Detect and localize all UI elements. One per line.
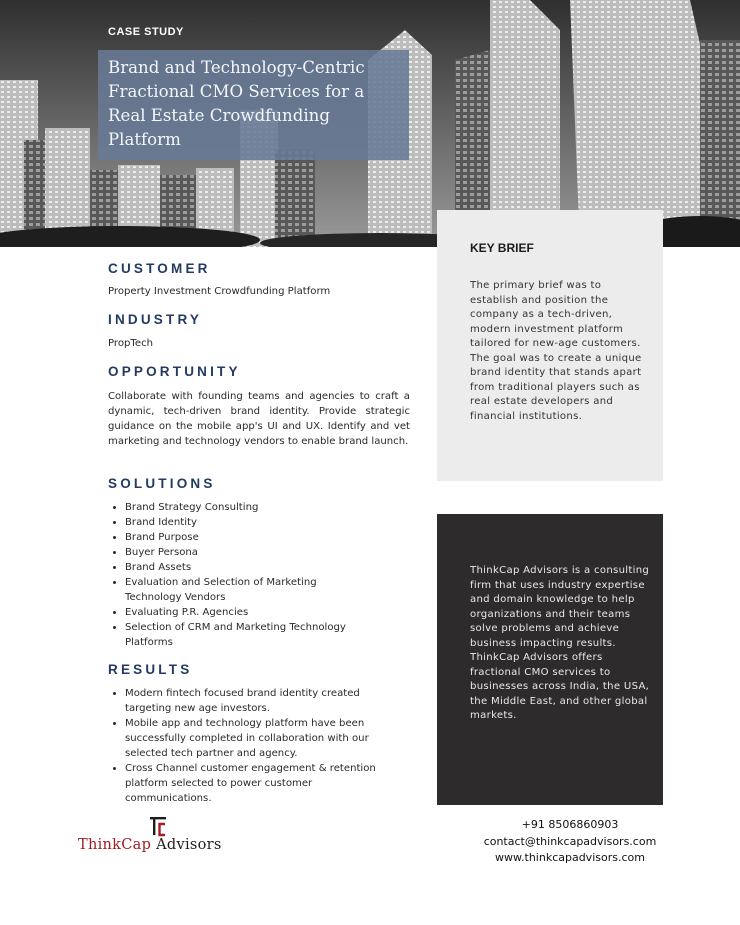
phone-number[interactable]: +91 8506860903	[521, 818, 619, 831]
key-brief-text: The primary brief was to establish and position the company as a tech-driven, modern investment platform tailored for new-age customers. The goal was to create a unique brand identity that stands apart from traditional players such as real estate developers and financial institutions.	[470, 280, 642, 422]
title-box	[98, 50, 409, 160]
list-item: • Brand Strategy Consulting	[125, 500, 425, 515]
case-study-label: CASE STUDY	[108, 26, 184, 38]
list-item: • Modern fintech focused brand identity created targeting new age investors.	[125, 686, 395, 716]
industry-text: PropTech	[108, 338, 154, 349]
list-item: • Brand Purpose	[125, 530, 425, 545]
about-paragraph: ThinkCap Advisors offers fractional CMO services to businesses across India, the USA, the Middle East, and other global markets.	[470, 652, 650, 721]
website-link[interactable]: www.thinkcapadvisors.com	[495, 851, 645, 864]
list-item: • Brand Assets	[125, 560, 425, 575]
industry-heading: INDUSTRY	[108, 312, 203, 327]
logo-wordmark-part2: Advisors	[151, 837, 222, 853]
key-brief-title: KEY BRIEF	[470, 241, 534, 255]
customer-text: Property Investment Crowdfunding Platform	[108, 286, 331, 297]
case-study-title: Brand and Technology-Centric Fractional CMO Services for a Real Estate Crowdfunding Platform	[108, 58, 365, 149]
logo-wordmark	[78, 837, 222, 853]
list-item: • Mobile app and technology platform have been successfully completed in collaboration with our selected tech partner and agency.	[125, 716, 395, 761]
about-paragraph: ThinkCap Advisors is a consulting firm that uses industry expertise and domain knowledge to help organizations and their teams solve problems and achieve business impacting results.	[470, 565, 650, 649]
opportunity-text: Collaborate with founding teams and agencies to craft a dynamic, tech-driven brand identity. Provide strategic guidance on the mobile app's UI and UX. Identify and vet marketing and technology vendors to enable brand launch.	[108, 391, 410, 447]
list-item: • Buyer Persona	[125, 545, 425, 560]
list-item: • Evaluation and Selection of Marketing Technology Vendors	[125, 575, 375, 605]
list-item: • Cross Channel customer engagement & retention platform selected to power customer communications.	[125, 761, 395, 806]
results-list	[108, 686, 395, 806]
solutions-heading: SOLUTIONS	[108, 476, 216, 491]
solutions-list	[108, 500, 425, 650]
key-brief-card	[437, 210, 663, 481]
thinkcap-logo	[78, 817, 248, 857]
results-heading: RESULTS	[108, 662, 193, 677]
list-item: • Evaluating P.R. Agencies	[125, 605, 425, 620]
about-text	[470, 564, 655, 724]
list-item: • Selection of CRM and Marketing Technology Platforms	[125, 620, 357, 650]
about-card	[437, 514, 663, 805]
opportunity-heading: OPPORTUNITY	[108, 364, 241, 379]
contact-block	[470, 817, 670, 867]
logo-wordmark-part1: ThinkCap	[78, 837, 152, 853]
tc-monogram-icon	[150, 817, 166, 837]
customer-heading: CUSTOMER	[108, 261, 211, 276]
list-item: • Brand Identity	[125, 515, 425, 530]
email-link[interactable]: contact@thinkcapadvisors.com	[483, 834, 657, 848]
